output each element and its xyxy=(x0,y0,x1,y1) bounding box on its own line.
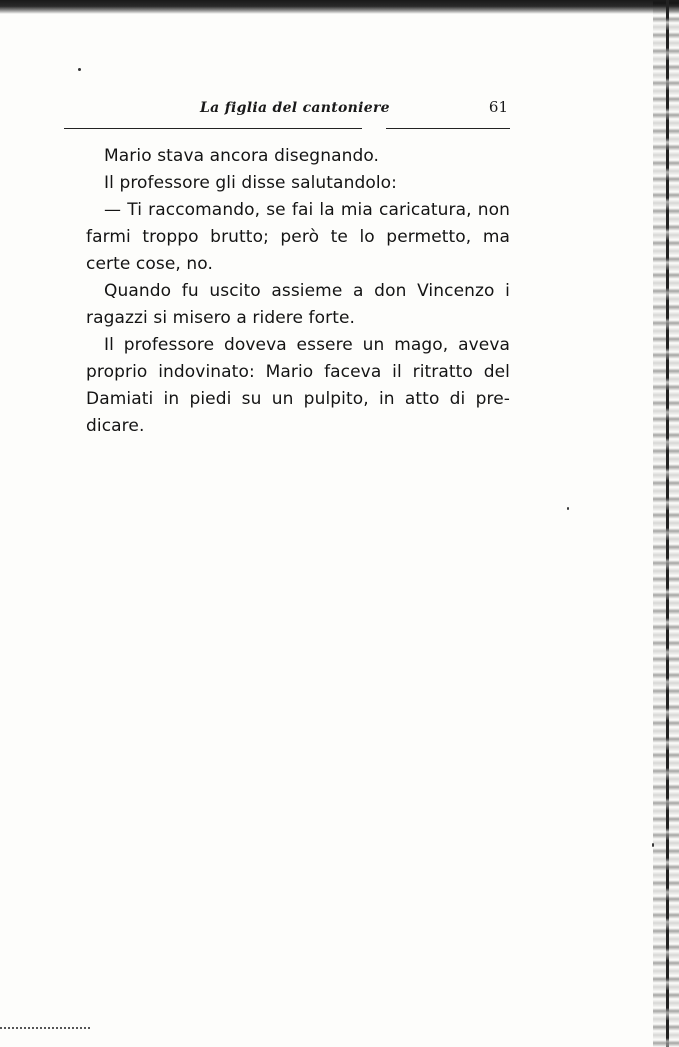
running-head xyxy=(64,96,510,124)
page-number: 61 xyxy=(488,98,508,116)
paragraph xyxy=(68,170,510,197)
scan-top-edge xyxy=(0,0,679,14)
text-line: Damiati in piedi su un pulpito, in atto di pre- xyxy=(86,389,510,409)
text-line: Il professore doveva essere un mago, aveva xyxy=(104,335,510,355)
paragraph xyxy=(68,197,510,278)
text-line: — Ti raccomando, se fai la mia caricatura, non xyxy=(104,200,510,220)
scan-speck xyxy=(652,843,654,847)
running-head-title: La figlia del cantoniere xyxy=(200,100,390,116)
paragraph xyxy=(68,332,510,440)
header-rule-right xyxy=(386,128,510,129)
text-line: dicare. xyxy=(86,416,145,436)
text-line: Il professore gli disse salutandolo: xyxy=(104,173,397,193)
scan-speck xyxy=(567,507,569,510)
paragraph xyxy=(68,278,510,332)
text-line: ragazzi si misero a ridere forte. xyxy=(86,308,356,328)
paragraph xyxy=(68,143,510,170)
text-line: certe cose, no. xyxy=(86,254,213,274)
scan-bottom-edge xyxy=(0,1027,90,1047)
body-text xyxy=(68,143,510,440)
text-line: Quando fu uscito assieme a don Vincenzo i xyxy=(104,281,510,301)
text-line: proprio indovinato: Mario faceva il ritratto del xyxy=(86,362,510,382)
text-line: farmi troppo brutto; però te lo permetto, ma xyxy=(86,227,510,247)
text-line: Mario stava ancora disegnando. xyxy=(104,146,380,166)
scan-right-edge-line xyxy=(666,0,669,1047)
scan-speck xyxy=(78,68,81,71)
header-rule-left xyxy=(64,128,362,129)
